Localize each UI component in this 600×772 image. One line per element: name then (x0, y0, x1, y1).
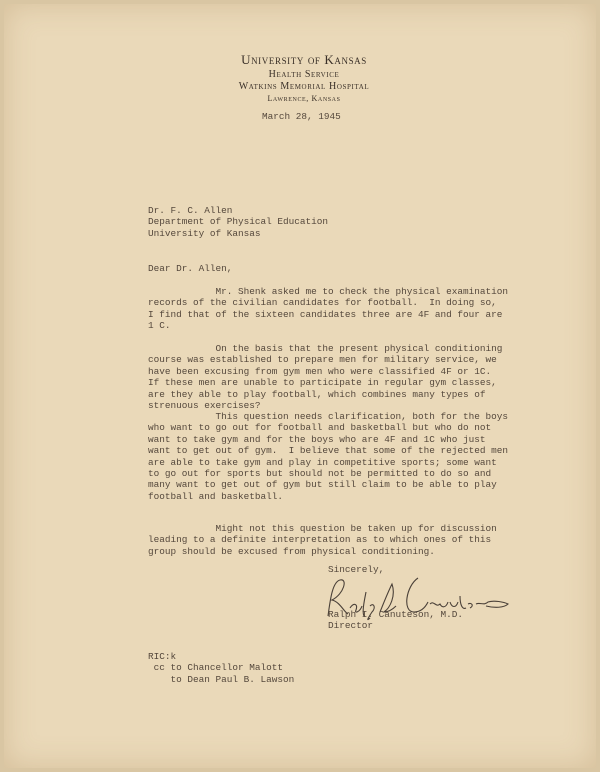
salutation: Dear Dr. Allen, (148, 263, 233, 274)
text-line: want to get out of gym. I believe that some of the rejected men (148, 445, 509, 457)
reference-block (148, 651, 294, 685)
signer-title: Director (328, 620, 374, 632)
letterhead-location: Lawrence, Kansas (267, 94, 341, 103)
text-line: Mr. Shenk asked me to check the physical examination (148, 286, 509, 297)
text-line: If these men are unable to participate in regular gym classes, (148, 377, 497, 389)
reference-initials: RIC:k (148, 651, 177, 662)
paragraph-4 (148, 523, 497, 557)
text-line: who want to go out for football and basketball but who do not (148, 422, 492, 434)
text-line: This question needs clarification, both for the boys (148, 411, 509, 422)
text-line: course was established to prepare men for military service, we (148, 354, 497, 366)
text-line: records of the civilian candidates for football. In doing so, (148, 297, 497, 309)
letterhead-hospital: Watkins Memorial Hospital (238, 81, 370, 92)
text-line: many want to get out of gym but still claim to be able to play (148, 479, 497, 491)
paragraph-1 (148, 286, 508, 332)
text-line: Might not this question be taken up for discussion (148, 523, 497, 534)
text-line: are able to take gym and play in competitive sports; some want (148, 456, 497, 468)
recipient-line: University of Kansas (148, 227, 261, 239)
text-line: strenuous exercises? (148, 400, 261, 412)
text-line: 1 C. (148, 320, 171, 332)
letter-date: March 28, 1945 (262, 111, 341, 122)
cc-line: cc to Chancellor Malott (148, 662, 284, 674)
text-line: leading to a definite interpretation as to which ones of this (148, 534, 492, 546)
text-line: football and basketball. (148, 490, 284, 502)
text-line: I find that of the sixteen candidates three are 4F and four are (148, 308, 503, 320)
letterhead-institution: University of Kansas (241, 52, 367, 67)
text-line: have been excusing from gym men who were classified 4F or 1C. (148, 365, 492, 377)
text-line: want to take gym and for the boys who are 4F and 1C who just (148, 433, 486, 445)
letterhead-department: Health Service (268, 69, 340, 80)
paragraph-3 (148, 411, 508, 502)
recipient-line: Dr. F. C. Allen (148, 205, 233, 216)
cc-line: to Dean Paul B. Lawson (148, 673, 295, 685)
text-line: On the basis that the present physical conditioning (148, 343, 503, 354)
text-line: are they able to play football, which combines many types of (148, 388, 486, 400)
paragraph-2 (148, 343, 502, 411)
signer-name: Ralph I. Canuteson, M.D. (328, 609, 464, 620)
text-line: to go out for sports but should not be permitted to do so and (148, 468, 492, 480)
closing: Sincerely, (328, 564, 385, 575)
recipient-line: Department of Physical Education (148, 216, 329, 228)
signature-block (328, 609, 463, 632)
text-line: group should be excused from physical conditioning. (148, 545, 435, 557)
recipient-address (148, 205, 328, 239)
